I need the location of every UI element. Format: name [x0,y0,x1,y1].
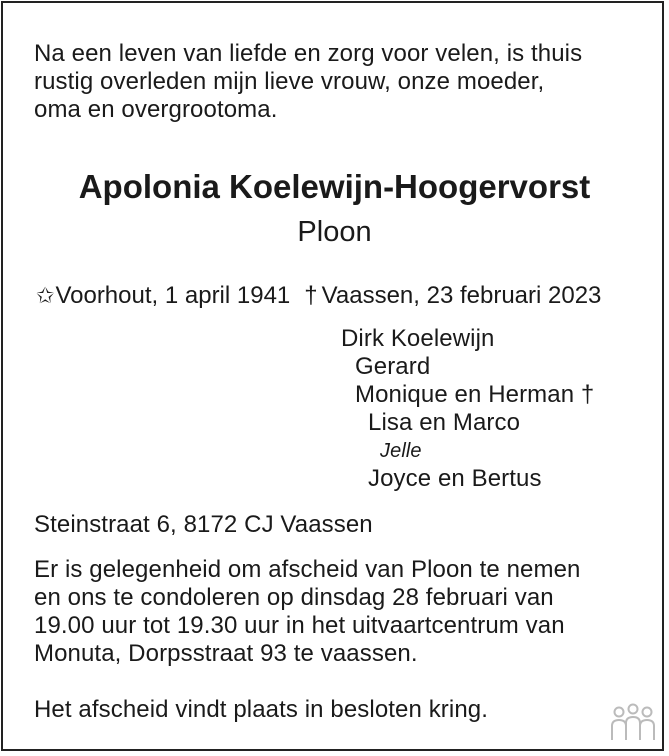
death-date: Vaassen, 23 februari 2023 [321,282,602,309]
family-line-2: Gerard [355,353,431,380]
family-line-5: Jelle [380,440,422,462]
intro-line-2: rustig overleden mijn lieve vrouw, onze moeder, [34,68,545,95]
details-line-2: en ons te condoleren op dinsdag 28 februari van [34,584,554,611]
details-line-1: Er is gelegenheid om afscheid van Ploon te nemen [34,556,581,583]
address: Steinstraat 6, 8172 CJ Vaassen [34,511,373,538]
family-line-3: Monique en Herman † [355,381,595,408]
closing-line: Het afscheid vindt plaats in besloten kring. [34,696,488,723]
death-cross-icon: † [304,282,318,309]
deceased-nickname: Ploon [297,216,372,248]
family-line-1: Dirk Koelewijn [341,325,495,352]
family-line-6: Joyce en Bertus [368,465,542,492]
people-group-icon [609,700,657,744]
intro-line-3: oma en overgrootoma. [34,96,278,123]
birth-date: Voorhout, 1 april 1941 [55,282,291,309]
life-dates [36,282,601,310]
details-line-4: Monuta, Dorpsstraat 93 te vaassen. [34,640,418,667]
deceased-name: Apolonia Koelewijn-Hoogervorst [78,168,591,205]
details-line-3: 19.00 uur tot 19.30 uur in het uitvaartcentrum van [34,612,565,639]
family-line-4: Lisa en Marco [368,409,521,436]
birth-star-icon: ✩ [36,283,55,308]
intro-line-1: Na een leven van liefde en zorg voor velen, is thuis [34,40,583,67]
